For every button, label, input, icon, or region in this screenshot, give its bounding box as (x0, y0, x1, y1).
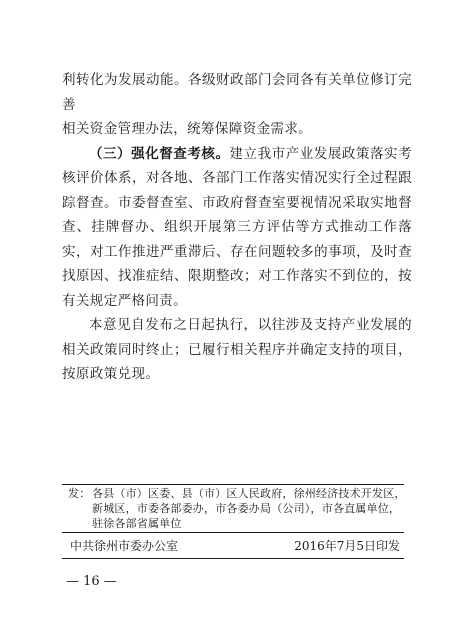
divider-middle (62, 532, 404, 533)
issue-date: 2016年7月5日印发 (294, 539, 400, 553)
distribution-line-1: 各县（市）区委、县（市）区人民政府，徐州经济技术开发区， (92, 487, 406, 500)
issuer-name: 中共徐州市委办公室 (70, 539, 179, 553)
document-body (62, 68, 412, 387)
divider-bottom (62, 558, 404, 559)
paragraph-funding-line-1: 利转化为发展动能。各级财政部门会同各有关单位修订完善 (62, 72, 412, 113)
section-heading-supervision: （三）强化督查考核。 (89, 145, 230, 162)
paragraph-supervision (62, 142, 412, 314)
divider-top (62, 484, 404, 485)
page-number: — 16 — (66, 574, 117, 589)
paragraph-effective-date: 本意见自发布之日起执行，以往涉及支持产业发展的相关政策同时终止；已履行相关程序并确定支持的项目，按原政策兑现。 (62, 317, 412, 382)
paragraph-funding-line-2: 相关资金管理办法，统筹保障资金需求。 (62, 121, 313, 137)
distribution-line-2: 新城区，市委各部委办，市各委办局（公司），市各直属单位， (92, 502, 401, 515)
distribution-label: 发： (68, 487, 91, 500)
distribution-line-3: 驻徐各部省属单位 (92, 517, 182, 530)
paragraph-funding (62, 68, 412, 142)
paragraph-supervision-text: 建立我市产业发展政策落实考核评价体系，对各地、各部门工作落实情况实行全过程跟踪督查。市委督查室、市政府督查室要视情况采取实地督查、挂牌督办、组织开展第三方评估等方式推动工作落实，对工作推进严重滞后、存在问题较多的事项，及时查找原因、找准症结、限期整改；对工作落实不到位的，按有关规定严格问责。 (62, 145, 412, 309)
